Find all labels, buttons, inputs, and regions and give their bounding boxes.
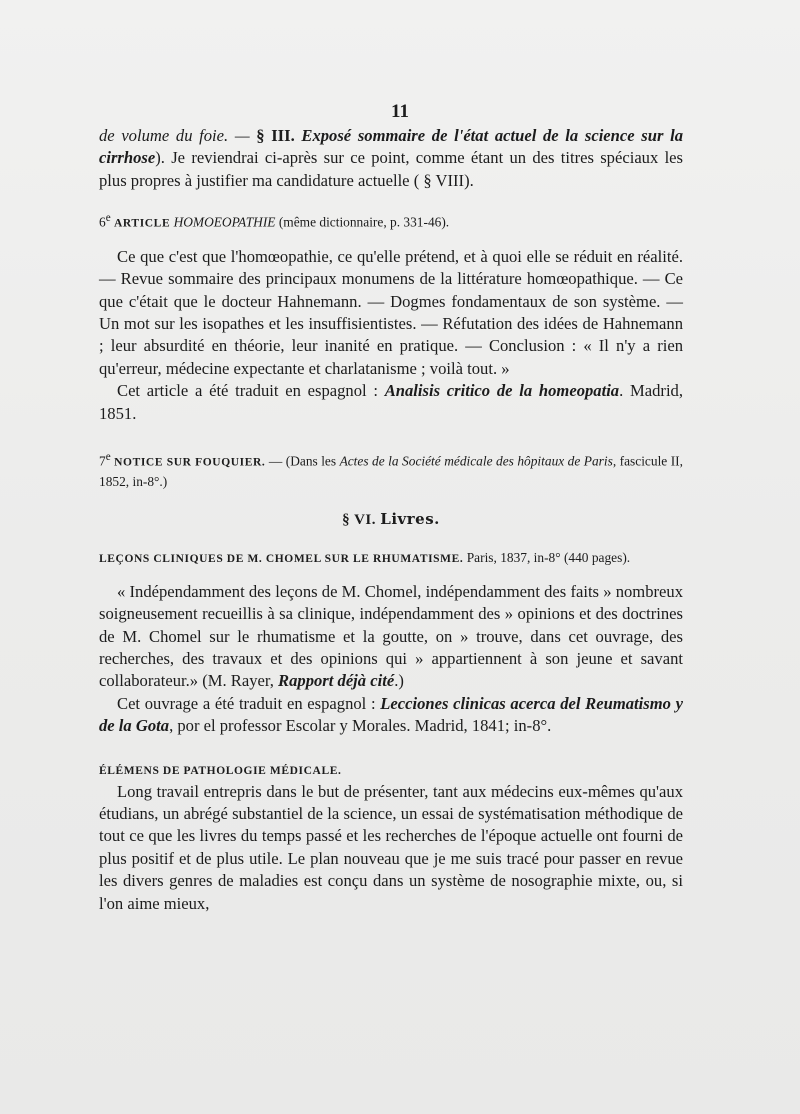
book-1-quote-source: Rapport déjà cité [278, 671, 395, 691]
article-6-sup: e [105, 212, 111, 225]
book-2-title: ÉLÉMENS DE PATHOLOGIE MÉDICALE. [99, 764, 342, 777]
article-6-summary: Ce que c'est que l'homœopathie, ce qu'elle prétend, et à quoi elle se réduit en réalité. — Revue sommaire des principaux monumens de la littérature homœopathique. — Ce que c'était que le docteur Hahnemann. — Dogmes fondamentaux de son système. — Un mot sur les isopathes et les insuffisientistes. — Réfutation des idées de Hahnemann ; leur absurdité en théorie, leur inanité en pratique. — Conclusion : « Il n'y a rien qu'erreur, médecine expectante et charlatanisme ; voilà tout. » [99, 246, 683, 378]
article-7-number: 7 [99, 453, 106, 469]
article-6-heading [99, 208, 683, 233]
article-6-trans-lead: Cet article a été traduit en espagnol : [117, 381, 385, 401]
article-7-ref-end: , fascicule II, 1852, in-8°.) [99, 453, 683, 490]
article-7-label: NOTICE SUR FOUQUIER. [114, 456, 266, 469]
book-1-quote-end: .) [394, 671, 404, 691]
section-ref: § III. [256, 126, 302, 145]
article-6-trans-title: Analisis critico de la homeopatia [384, 381, 620, 401]
section-heading [99, 508, 683, 531]
section-title-ref: Exposé sommaire de l'état actuel de la science sur la cirrhose [99, 126, 683, 168]
book-1-title: LEÇONS CLINIQUES DE M. CHOMEL SUR LE RHUMATISME. [99, 552, 464, 565]
continuation-text: ). Je reviendrai ci-après sur ce point, comme étant un des titres spéciaux les plus propres à justifier ma candidature actuelle ( § VIII). [99, 148, 683, 190]
book-1-trans-end: , por el professor Escolar y Morales. Madrid, 1841; in-8°. [169, 716, 552, 736]
article-7 [99, 447, 683, 492]
continuation-paragraph [99, 125, 683, 192]
book-1-trans-title: Lecciones clinicas acerca del Reumatismo y de la Gota [99, 693, 683, 736]
book-1-quote-text: « Indépendamment des leçons de M. Chomel, indépendamment des faits » nombreux soigneusement recueillis à sa clinique, indépendamment des » opinions et des doctrines de M. Chomel sur le rhumatisme et la goutte, on » trouve, dans cet ouvrage, des recherches, des travaux et des opinions qui » appartiennent à son jeune et savant collaborateur.» (M. Rayer, [99, 581, 683, 691]
page-number: 11 [391, 101, 409, 122]
article-6-title: HOMOEOPATHIE [173, 214, 276, 230]
continuation-start: de volume du foie. — [99, 126, 257, 145]
book-1-translation [99, 693, 683, 738]
article-7-ref-lead: — (Dans les [265, 453, 340, 469]
book-1-quote [99, 581, 683, 693]
article-7-ref-title: Actes de la Société médicale des hôpitaux de Paris [339, 453, 613, 469]
page-body [99, 125, 683, 915]
article-6-translation [99, 380, 683, 425]
article-6-trans-end: . Madrid, 1851. [99, 381, 683, 423]
book-1-heading [99, 548, 683, 569]
article-6-label: ARTICLE [114, 217, 171, 230]
section-mark: § VI. [342, 512, 377, 529]
section-title: Livres. [380, 510, 440, 529]
article-7-sup: e [105, 450, 111, 463]
article-6-number: 6 [99, 214, 106, 230]
article-6-ref: (même dictionnaire, p. 331-46). [278, 214, 450, 230]
book-1-pub: Paris, 1837, in-8° (440 pages). [463, 549, 631, 565]
book-2-heading [99, 760, 683, 781]
book-1-trans-lead: Cet ouvrage a été traduit en espagnol : [117, 693, 381, 713]
book-2-text: Long travail entrepris dans le but de présenter, tant aux médecins eux-mêmes qu'aux étudians, un abrégé substantiel de la science, un essai de systématisation méthodique de tout ce que les livres du temps passé et les recherches de l'époque actuelle ont fourni de plus positif et de plus utile. Le plan nouveau que je me suis tracé pour passer en revue les divers genres de maladies est conçu dans un système de nosographie mixte, ou, si l'on aime mieux, [99, 781, 683, 913]
